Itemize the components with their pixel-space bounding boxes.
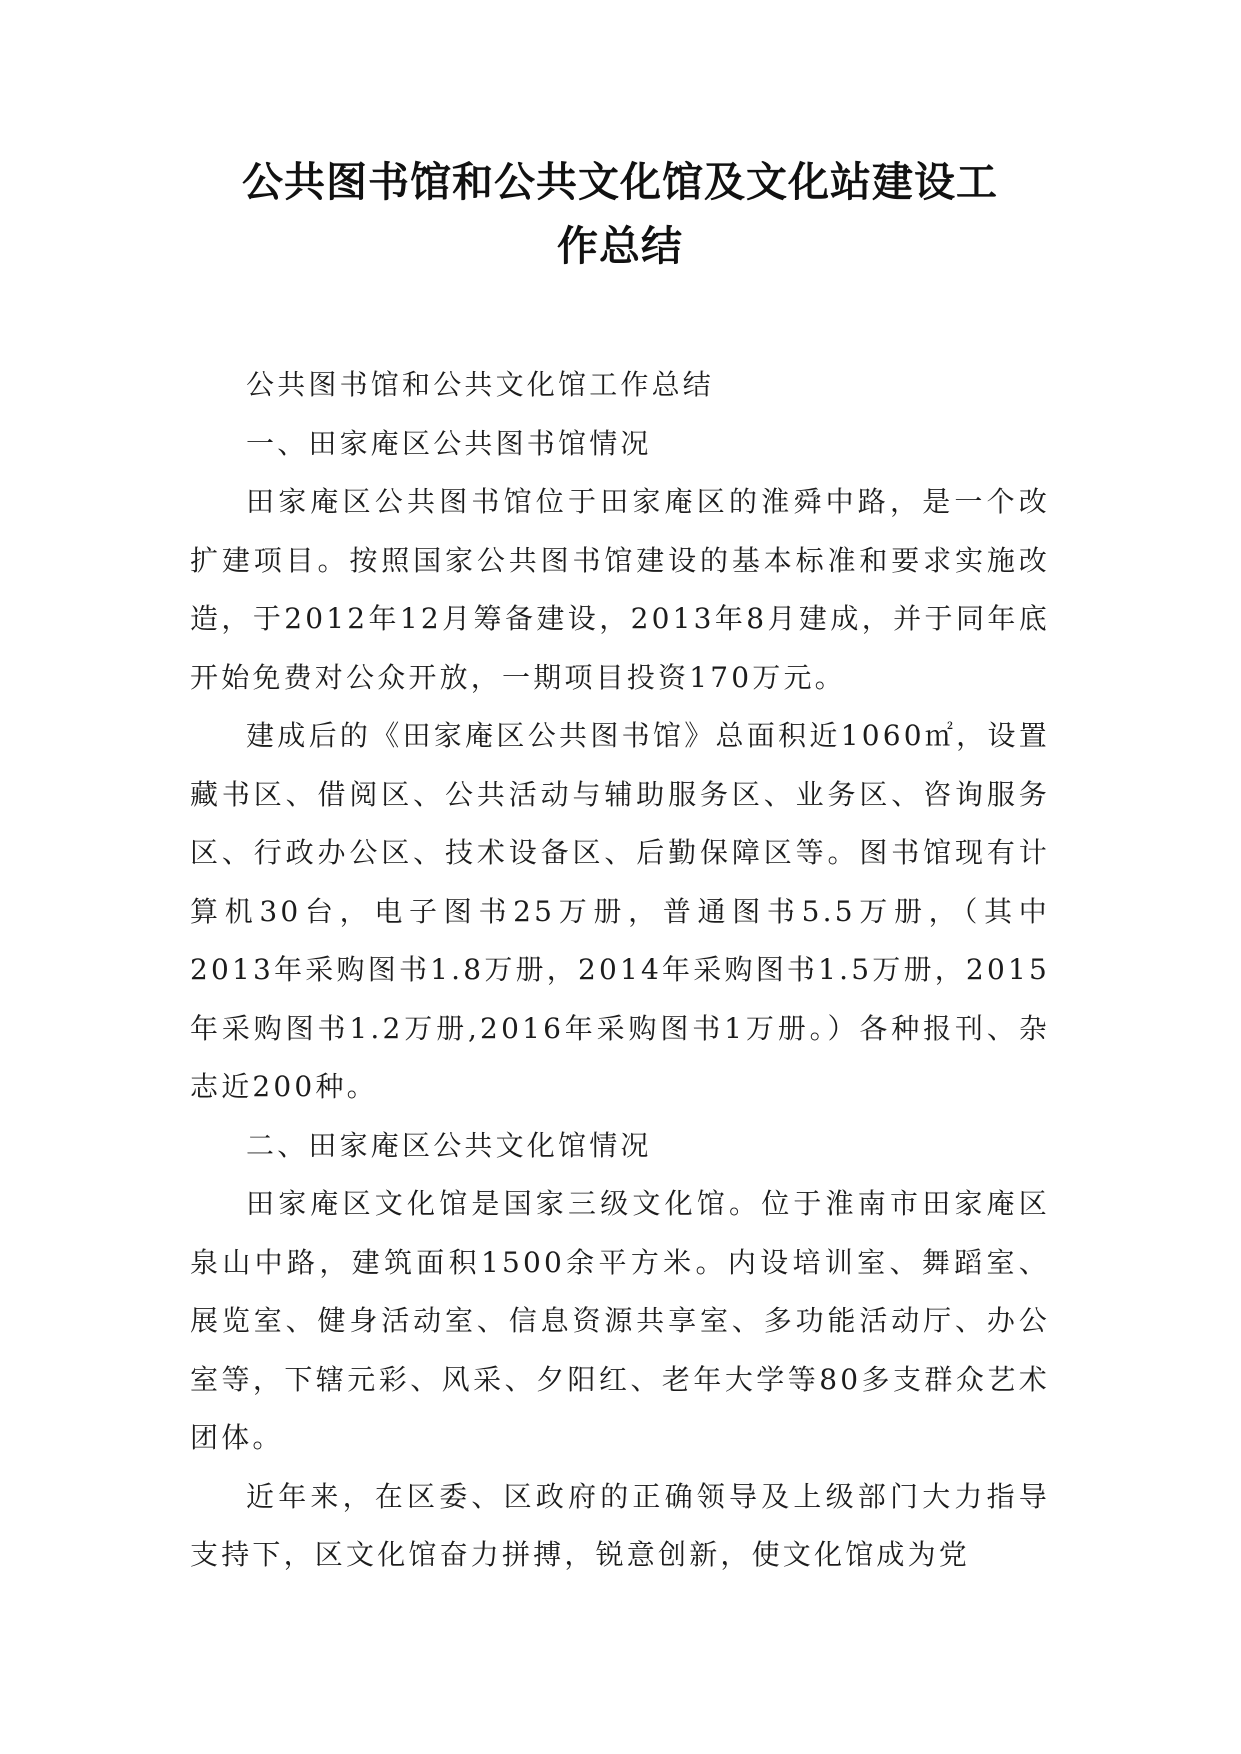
document-body xyxy=(190,356,1050,1585)
section-heading-cultural-center: 二、田家庵区公共文化馆情况 xyxy=(246,1128,652,1162)
paragraph-cultural-center-intro: 田家庵区文化馆是国家三级文化馆。位于淮南市田家庵区泉山中路，建筑面积1500余平方米。内设培训室、舞蹈室、展览室、健身活动室、信息资源共享室、多功能活动厅、办公室等，下辖元彩、风采、夕阳红、老年大学等80多支群众艺术团体。 xyxy=(190,1187,1050,1454)
document-title xyxy=(190,150,1050,278)
paragraph-library-intro: 田家庵区公共图书馆位于田家庵区的淮舜中路，是一个改扩建项目。按照国家公共图书馆建设的基本标准和要求实施改造，于2012年12月筹备建设，2013年8月建成，并于同年底开始免费对公众开放，一期项目投资170万元。 xyxy=(190,485,1050,694)
section-heading-library: 一、田家庵区公共图书馆情况 xyxy=(246,426,652,460)
section-heading-summary: 公共图书馆和公共文化馆工作总结 xyxy=(246,368,715,401)
title-line-1: 公共图书馆和公共文化馆及文化站建设工 xyxy=(242,158,998,206)
paragraph-recent-years: 近年来，在区委、区政府的正确领导及上级部门大力指导支持下，区文化馆奋力拼搏，锐意创新，使文化馆成为党 xyxy=(190,1479,1050,1571)
title-line-2: 作总结 xyxy=(557,222,683,270)
paragraph-library-details: 建成后的《田家庵区公共图书馆》总面积近1060㎡，设置藏书区、借阅区、公共活动与辅助服务区、业务区、咨询服务区、行政办公区、技术设备区、后勤保障区等。图书馆现有计算机30台，电子图书25万册，普通图书5.5万册，（其中2013年采购图书1.8万册，2014年采购图书1.5万册，2015年采购图书1.2万册,2016年采购图书1万册。）各种报刊、杂志近200种。 xyxy=(190,719,1050,1103)
